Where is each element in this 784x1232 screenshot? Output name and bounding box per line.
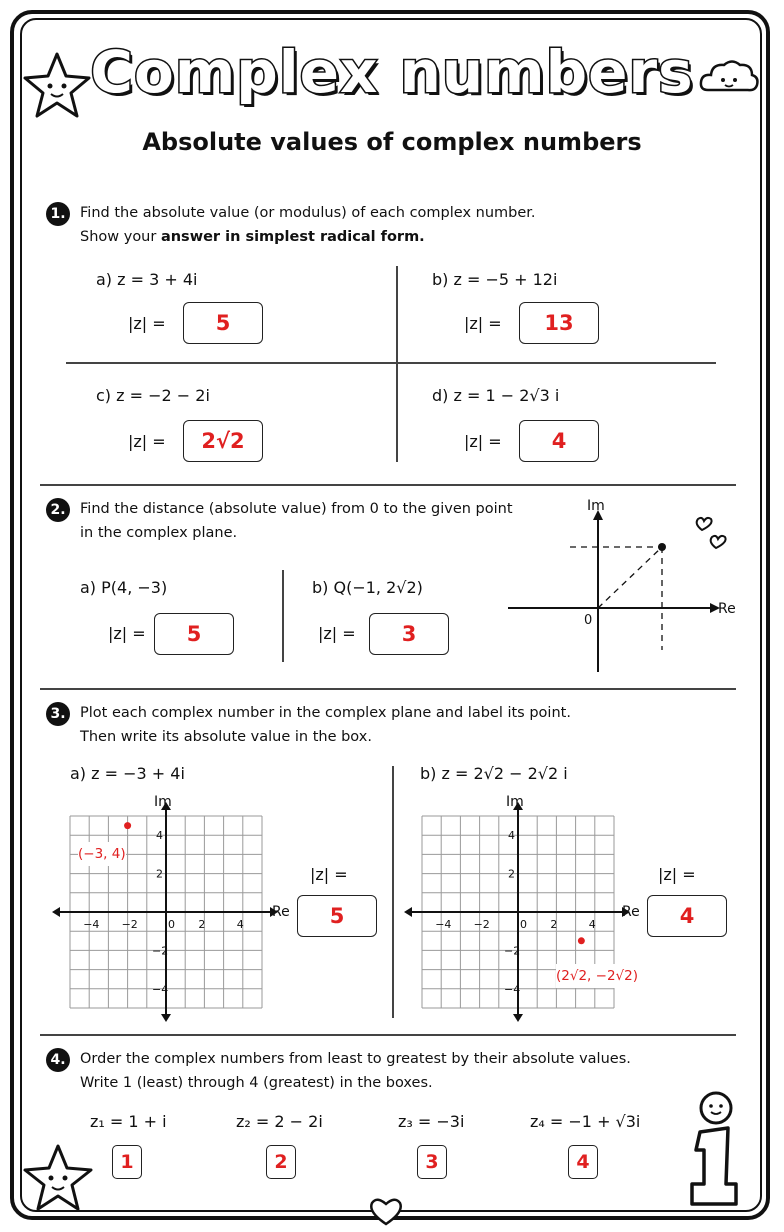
q4-z3-rank-box[interactable]: 3 bbox=[417, 1145, 447, 1179]
q2-complex-plane-diagram bbox=[500, 490, 750, 680]
q3-x-tick-label: −2 bbox=[473, 918, 490, 931]
section-divider-3 bbox=[40, 1034, 736, 1036]
q2-origin-label: 0 bbox=[584, 613, 593, 628]
q3-x-tick-label: 4 bbox=[588, 918, 596, 931]
q2-im-axis-label: Im bbox=[587, 498, 605, 514]
q3-plotted-point bbox=[124, 822, 131, 829]
question-4-instruction-line2: Write 1 (least) through 4 (greatest) in the boxes. bbox=[80, 1075, 433, 1091]
q3-b-point-label: (2√2, −2√2) bbox=[556, 964, 638, 988]
q4-z1-label: z₁ = 1 + i bbox=[90, 1112, 167, 1131]
section-divider-1 bbox=[40, 484, 736, 486]
q3-x-tick-label: −2 bbox=[121, 918, 138, 931]
heart-bottom-icon bbox=[366, 1196, 406, 1226]
q4-z4-rank-box[interactable]: 4 bbox=[568, 1145, 598, 1179]
question-3-number: 3. bbox=[46, 702, 70, 726]
q1-b-label: b) z = −5 + 12i bbox=[432, 270, 558, 289]
q2-a-answer-box[interactable]: 5 bbox=[154, 613, 234, 655]
q3-y-tick-label: −2 bbox=[504, 944, 521, 958]
q2-b-label: b) Q(−1, 2√2) bbox=[312, 578, 423, 597]
q1-c-answer-box[interactable]: 2√2 bbox=[183, 420, 263, 462]
q3-y-tick-label: −4 bbox=[504, 982, 521, 996]
star-doodle-bottom-icon bbox=[18, 1140, 96, 1214]
q2-a-z-label: |z| = bbox=[108, 624, 146, 643]
question-4-number: 4. bbox=[46, 1048, 70, 1072]
q1-d-answer-box[interactable]: 4 bbox=[519, 420, 599, 462]
q3-a-im-label: Im bbox=[154, 794, 172, 810]
q3-b-im-label: Im bbox=[506, 794, 524, 810]
q1-d-label: d) z = 1 − 2√3 i bbox=[432, 386, 560, 405]
q3-x-tick-label: −4 bbox=[435, 918, 452, 931]
question-1-instruction-line1: Find the absolute value (or modulus) of each complex number. bbox=[80, 205, 536, 221]
q4-z4-label: z₄ = −1 + √3i bbox=[530, 1112, 641, 1131]
q3-y-tick-label: 4 bbox=[508, 829, 515, 843]
q3-y-tick-label: −2 bbox=[152, 944, 169, 958]
q4-z2-label: z₂ = 2 − 2i bbox=[236, 1112, 323, 1131]
q4-z2-rank-box[interactable]: 2 bbox=[266, 1145, 296, 1179]
page-subtitle: Absolute values of complex numbers bbox=[142, 128, 642, 156]
question-3-instruction-line1: Plot each complex number in the complex plane and label its point. bbox=[80, 705, 571, 721]
q1-b-answer-box[interactable]: 13 bbox=[519, 302, 599, 344]
q3-y-tick-label: −4 bbox=[152, 982, 169, 996]
q4-z3-label: z₃ = −3i bbox=[398, 1112, 465, 1131]
q1-a-label: a) z = 3 + 4i bbox=[96, 270, 198, 289]
q3-x-tick-label: 2 bbox=[550, 918, 558, 931]
q3-a-label: a) z = −3 + 4i bbox=[70, 764, 185, 783]
question-1-instruction-line2: Show your answer in simplest radical form. bbox=[80, 229, 425, 245]
q3-y-tick-label: 2 bbox=[508, 867, 515, 881]
q1-b-z-label: |z| = bbox=[464, 314, 502, 333]
q1-c-z-label: |z| = bbox=[128, 432, 166, 451]
q1-d-z-label: |z| = bbox=[464, 432, 502, 451]
q1-c-label: c) z = −2 − 2i bbox=[96, 386, 210, 405]
q4-z1-rank-box[interactable]: 1 bbox=[112, 1145, 142, 1179]
section-divider-2 bbox=[40, 688, 736, 690]
q3-x-tick-label: 2 bbox=[198, 918, 206, 931]
q3-a-re-label: Re bbox=[272, 904, 290, 920]
q1-divider-vertical bbox=[396, 266, 398, 462]
q1-a-z-label: |z| = bbox=[128, 314, 166, 333]
q2-a-label: a) P(4, −3) bbox=[80, 578, 168, 597]
q3-divider-vertical bbox=[392, 766, 394, 1018]
q3-a-plane bbox=[56, 790, 286, 1020]
q2-b-z-label: |z| = bbox=[318, 624, 356, 643]
q3-b-label: b) z = 2√2 − 2√2 i bbox=[420, 764, 568, 783]
question-2-number: 2. bbox=[46, 498, 70, 522]
q3-x-tick-label: 0 bbox=[168, 918, 175, 931]
q1-a-answer-box[interactable]: 5 bbox=[183, 302, 263, 344]
q3-a-answer-box[interactable]: 5 bbox=[297, 895, 377, 937]
q3-x-tick-label: −4 bbox=[83, 918, 100, 931]
q3-a-point-label: (−3, 4) bbox=[78, 842, 126, 866]
q3-a-grid bbox=[56, 790, 290, 1020]
question-4-instruction-line1: Order the complex numbers from least to greatest by their absolute values. bbox=[80, 1051, 631, 1067]
q3-b-z-label: |z| = bbox=[658, 865, 696, 884]
q3-plotted-point bbox=[578, 937, 585, 944]
q3-b-re-label: Re bbox=[622, 904, 640, 920]
letter-i-doodle-icon bbox=[680, 1080, 744, 1210]
q3-y-tick-label: 2 bbox=[156, 867, 163, 881]
q2-b-answer-box[interactable]: 3 bbox=[369, 613, 449, 655]
q3-y-tick-label: 4 bbox=[156, 829, 163, 843]
q3-x-tick-label: 0 bbox=[520, 918, 527, 931]
q3-b-grid bbox=[408, 790, 638, 1020]
q3-b-answer-box[interactable]: 4 bbox=[647, 895, 727, 937]
q2-divider-vertical bbox=[282, 570, 284, 662]
q1-divider-horizontal bbox=[66, 362, 716, 364]
question-3-instruction-line2: Then write its absolute value in the box. bbox=[80, 729, 372, 745]
question-1-number: 1. bbox=[46, 202, 70, 226]
question-2-instruction-line1: Find the distance (absolute value) from 0 to the given point bbox=[80, 501, 513, 517]
question-2-instruction-line2: in the complex plane. bbox=[80, 525, 238, 541]
page-title: Complex numbers bbox=[90, 38, 694, 106]
q2-re-axis-label: Re bbox=[718, 601, 736, 617]
q3-a-z-label: |z| = bbox=[310, 865, 348, 884]
q3-x-tick-label: 4 bbox=[236, 918, 244, 931]
